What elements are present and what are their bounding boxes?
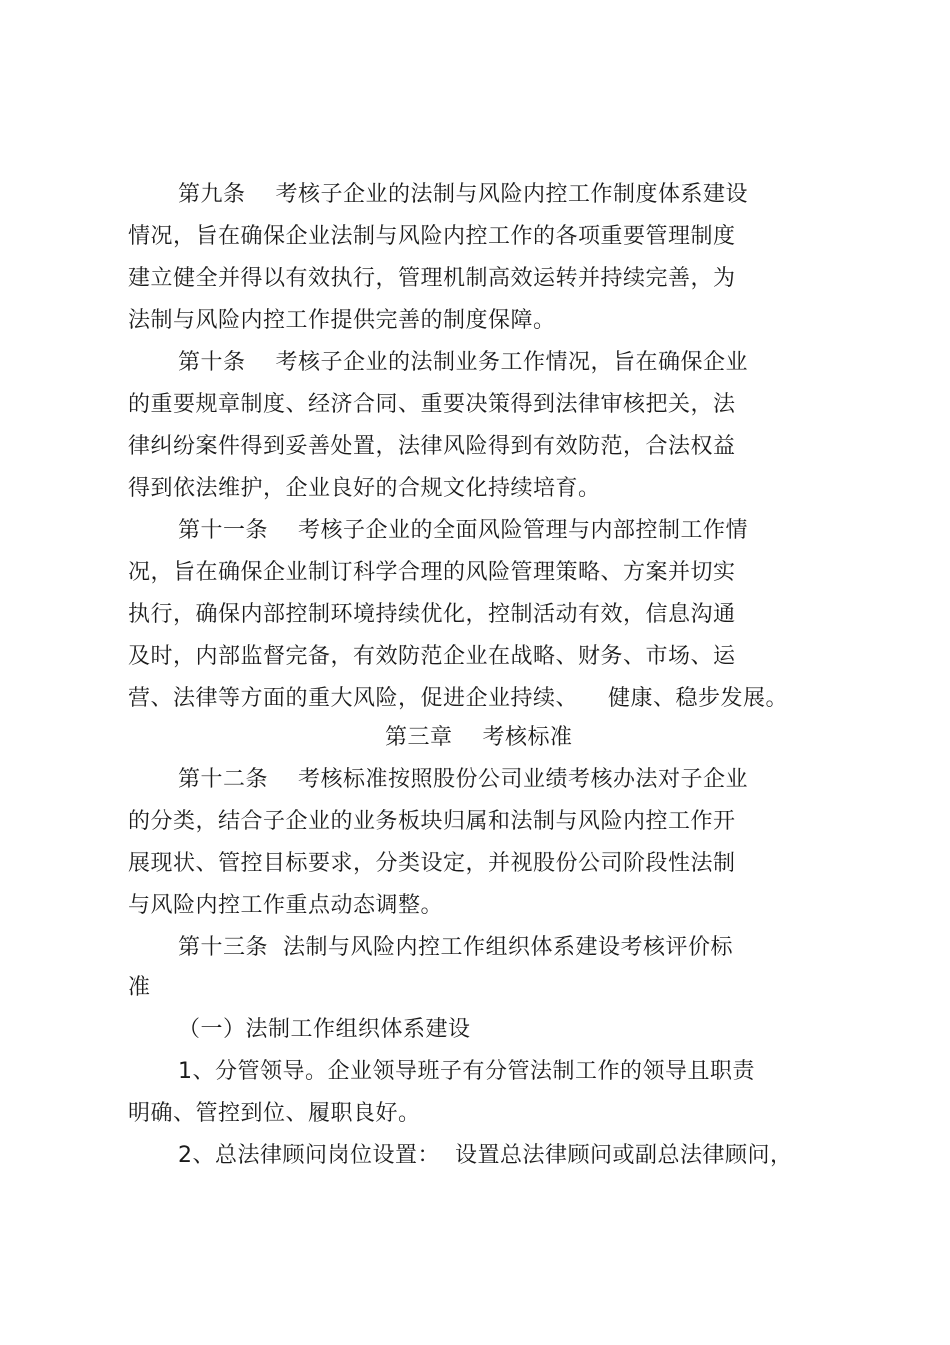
- article-9-line-3: 建立健全并得以有效执行，管理机制高效运转并持续完善，为: [128, 266, 736, 291]
- article-9-line-4: 法制与风险内控工作提供完善的制度保障。: [128, 308, 556, 333]
- item-1-line-2: 明确、管控到位、履职良好。: [128, 1101, 421, 1126]
- item-1-line-1: 1、分管领导。企业领导班子有分管法制工作的领导且职责: [178, 1059, 755, 1084]
- article-11-line-3: 执行，确保内部控制环境持续优化，控制活动有效，信息沟通: [128, 602, 736, 627]
- section-1-heading: （一）法制工作组织体系建设: [178, 1017, 471, 1042]
- article-10-line-4: 得到依法维护，企业良好的合规文化持续培育。: [128, 476, 601, 501]
- article-9-line-1: 第九条 考核子企业的法制与风险内控工作制度体系建设: [178, 182, 748, 207]
- article-10-line-3: 律纠纷案件得到妥善处置，法律风险得到有效防范，合法权益: [128, 434, 736, 459]
- article-11-line-1: 第十一条 考核子企业的全面风险管理与内部控制工作情: [178, 518, 748, 543]
- article-11-line-2: 况，旨在确保企业制订科学合理的风险管理策略、方案并切实: [128, 560, 736, 585]
- chapter-3-heading: 第三章 考核标准: [385, 725, 573, 750]
- article-12-line-1: 第十二条 考核标准按照股份公司业绩考核办法对子企业: [178, 767, 748, 792]
- article-13-line-1: 第十三条 法制与风险内控工作组织体系建设考核评价标: [178, 935, 733, 960]
- article-11-line-4: 及时，内部监督完备，有效防范企业在战略、财务、市场、运: [128, 644, 736, 669]
- article-11-line-5: 营、法律等方面的重大风险，促进企业持续、 健康、稳步发展。: [128, 686, 788, 711]
- article-12-line-4: 与风险内控工作重点动态调整。: [128, 893, 444, 918]
- article-10-line-1: 第十条 考核子企业的法制业务工作情况，旨在确保企业: [178, 350, 748, 375]
- article-12-line-2: 的分类，结合子企业的业务板块归属和法制与风险内控工作开: [128, 809, 736, 834]
- article-10-line-2: 的重要规章制度、经济合同、重要决策得到法律审核把关，法: [128, 392, 736, 417]
- item-2-line-1: 2、总法律顾问岗位设置： 设置总法律顾问或副总法律顾问，: [178, 1143, 793, 1168]
- article-12-line-3: 展现状、管控目标要求，分类设定，并视股份公司阶段性法制: [128, 851, 736, 876]
- article-13-line-2: 准: [128, 975, 151, 1000]
- article-9-line-2: 情况，旨在确保企业法制与风险内控工作的各项重要管理制度: [128, 224, 736, 249]
